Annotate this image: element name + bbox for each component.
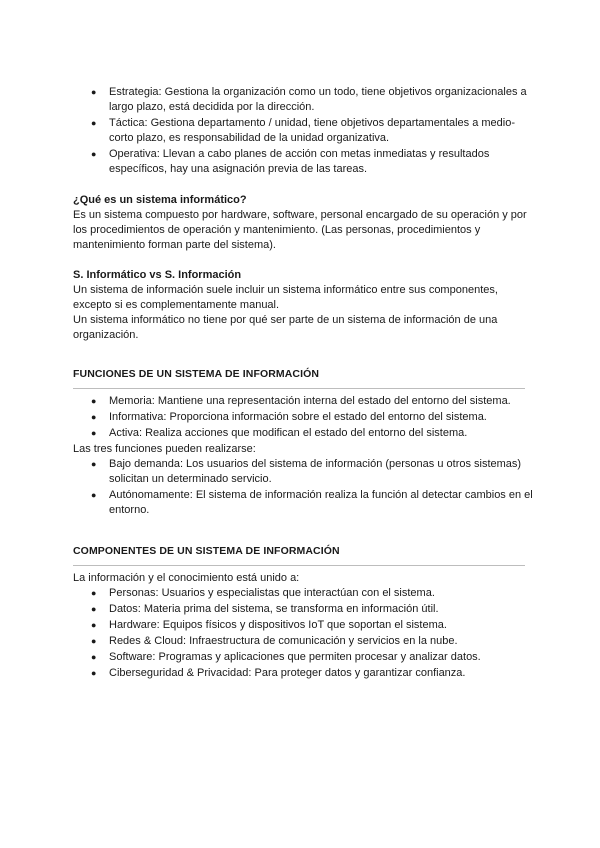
list-item: ● Activa: Realiza acciones que modifican el estado del entorno del sistema. xyxy=(91,427,468,439)
bullet-icon: ● xyxy=(91,459,97,469)
comparacion-title: S. Informático vs S. Información xyxy=(73,269,242,281)
bullet-icon: ● xyxy=(91,620,97,630)
bullet-icon: ● xyxy=(91,668,97,678)
bullet-icon: ● xyxy=(91,87,97,97)
que-es-text: Es un sistema compuesto por hardware, software, personal encargado de su operación y por los procedimientos de operación y mantenimiento. (Las personas, procedimientos y mantenimiento forman parte del sistema). xyxy=(73,209,527,251)
componentes-intro: La información y el conocimiento está unido a: xyxy=(73,572,300,584)
componentes-list xyxy=(73,586,533,681)
list-item: ● Hardware: Equipos físicos y dispositivos IoT que soportan el sistema. xyxy=(91,619,447,631)
funciones-modes-intro: Las tres funciones pueden realizarse: xyxy=(73,443,256,455)
section-divider xyxy=(73,565,525,566)
list-item: ● Redes & Cloud: Infraestructura de comunicación y servicios en la nube. xyxy=(91,635,458,647)
list-item: ● Software: Programas y aplicaciones que permiten procesar y analizar datos. xyxy=(91,651,481,663)
bullet-icon: ● xyxy=(91,118,97,128)
list-item: ● Ciberseguridad & Privacidad: Para proteger datos y garantizar confianza. xyxy=(91,667,466,679)
list-item: ● Datos: Materia prima del sistema, se transforma en información útil. xyxy=(91,603,439,615)
comparacion-text-2: Un sistema informático no tiene por qué ser parte de un sistema de información de una organización. xyxy=(73,314,498,341)
funciones-modes-list xyxy=(73,457,533,518)
list-item: ● Bajo demanda: Los usuarios del sistema de información (personas u otros sistemas) solicitan un determinado servicio. xyxy=(91,458,522,485)
funciones-list xyxy=(73,394,533,441)
bullet-icon: ● xyxy=(91,490,97,500)
list-item: ● Táctica: Gestiona departamento / unidad, tiene objetivos departamentales a medio-corto plazo, es responsabilidad de la unidad organizativa. xyxy=(91,117,516,144)
bullet-icon: ● xyxy=(91,588,97,598)
bullet-icon: ● xyxy=(91,636,97,646)
list-item: ● Personas: Usuarios y especialistas que interactúan con el sistema. xyxy=(91,587,435,599)
componentes-title: COMPONENTES DE UN SISTEMA DE INFORMACIÓN xyxy=(73,545,340,557)
bullet-icon: ● xyxy=(91,428,97,438)
document-content xyxy=(73,85,533,682)
list-item: ● Autónomamente: El sistema de información realiza la función al detectar cambios en el entorno. xyxy=(91,489,533,516)
bullet-icon: ● xyxy=(91,149,97,159)
list-item: ● Operativa: Llevan a cabo planes de acción con metas inmediatas y resultados específicos, hay una asignación previa de las tareas. xyxy=(91,148,490,175)
section-divider xyxy=(73,388,525,389)
bullet-icon: ● xyxy=(91,604,97,614)
comparacion-text-1: Un sistema de información suele incluir un sistema informático entre sus componentes, excepto si es complementamente manual. xyxy=(73,284,498,311)
list-item: ● Informativa: Proporciona información sobre el estado del entorno del sistema. xyxy=(91,411,487,423)
bullet-icon: ● xyxy=(91,396,97,406)
que-es-title: ¿Qué es un sistema informático? xyxy=(73,194,247,206)
bullet-icon: ● xyxy=(91,412,97,422)
list-item: ● Memoria: Mantiene una representación interna del estado del entorno del sistema. xyxy=(91,395,511,407)
funciones-title: FUNCIONES DE UN SISTEMA DE INFORMACIÓN xyxy=(73,368,320,380)
levels-list xyxy=(73,85,533,177)
bullet-icon: ● xyxy=(91,652,97,662)
list-item: ● Estrategia: Gestiona la organización como un todo, tiene objetivos organizacionales a largo plazo, está decidida por la dirección. xyxy=(91,86,527,113)
